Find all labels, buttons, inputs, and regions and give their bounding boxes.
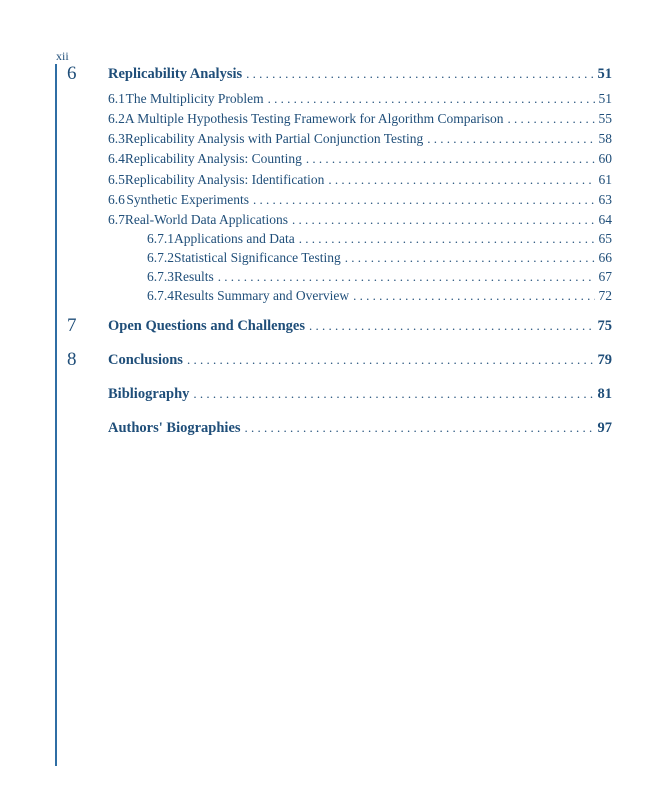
page-ref: 66	[598, 250, 612, 265]
page-ref: 51	[598, 91, 612, 106]
section-title: Replicability Analysis: Identification	[124, 172, 325, 187]
section-title: Replicability Analysis: Counting	[124, 151, 302, 166]
section-number: 6.1	[108, 91, 125, 106]
leader-dots	[193, 386, 593, 402]
chapter-title: Replicability Analysis	[108, 66, 243, 82]
toc-subsection-6-7-3[interactable]	[147, 269, 612, 285]
page-ref: 55	[598, 111, 612, 126]
toc-subsection-6-7-1[interactable]	[147, 231, 612, 247]
page-ref: 60	[598, 151, 612, 166]
page-ref: 64	[598, 212, 612, 227]
section-title: Replicability Analysis with Partial Conjunction Testing	[124, 131, 424, 146]
chapter-number: 8	[67, 349, 77, 370]
section-number: 6.5	[108, 172, 125, 187]
subsection-number: 6.7.3	[147, 269, 174, 284]
page-ref: 79	[597, 352, 612, 368]
toc-section-6-3[interactable]	[108, 131, 612, 147]
page-ref: 75	[597, 318, 612, 334]
toc-section-6-2[interactable]	[108, 111, 612, 127]
page-ref: 81	[597, 386, 612, 402]
toc-section-6-5[interactable]	[108, 172, 612, 188]
chapter-title: Bibliography	[108, 386, 190, 402]
leader-dots	[345, 250, 595, 266]
leader-dots	[246, 66, 593, 82]
toc-chapter-7[interactable]	[60, 315, 612, 336]
toc-bibliography[interactable]	[60, 386, 612, 403]
leader-dots	[218, 269, 595, 285]
section-title: A Multiple Hypothesis Testing Framework for Algorithm Comparison	[124, 111, 504, 126]
toc-subsection-6-7-2[interactable]	[147, 250, 612, 266]
chapter-title: Authors' Biographies	[108, 420, 241, 436]
margin-rule	[55, 64, 57, 766]
section-number: 6.4	[108, 151, 125, 166]
section-number: 6.2	[108, 111, 125, 126]
subsection-number: 6.7.2	[147, 250, 174, 265]
section-title: Real-World Data Applications	[124, 212, 288, 227]
page-ref: 65	[598, 231, 612, 246]
leader-dots	[253, 192, 595, 208]
section-number: 6.7	[108, 212, 125, 227]
leader-dots	[427, 131, 594, 147]
page-ref: 97	[597, 420, 612, 436]
section-number: 6.3	[108, 131, 125, 146]
subsection-title: Applications and Data	[174, 231, 295, 246]
page-ref: 61	[598, 172, 612, 187]
leader-dots	[328, 172, 594, 188]
leader-dots	[309, 318, 593, 334]
page-number: xii	[56, 49, 69, 63]
leader-dots	[187, 352, 594, 368]
toc-section-6-7[interactable]	[108, 212, 612, 228]
page-ref: 67	[598, 269, 612, 284]
section-title: Synthetic Experiments	[126, 192, 249, 207]
subsection-title: Results Summary and Overview	[174, 288, 350, 303]
page-ref: 58	[598, 131, 612, 146]
subsection-title: Results	[174, 269, 214, 284]
toc-subsection-6-7-4[interactable]	[147, 288, 612, 304]
toc-chapter-6[interactable]	[60, 63, 612, 84]
toc-section-6-4[interactable]	[108, 151, 612, 167]
leader-dots	[268, 91, 595, 107]
leader-dots	[245, 420, 594, 436]
toc-section-6-6[interactable]	[108, 192, 612, 208]
page-ref: 63	[598, 192, 612, 207]
leader-dots	[306, 151, 595, 167]
chapter-number: 7	[67, 315, 77, 336]
leader-dots	[353, 288, 594, 304]
chapter-number: 6	[67, 63, 77, 84]
page-ref: 51	[597, 66, 612, 82]
subsection-number: 6.7.1	[147, 231, 174, 246]
toc-authors-biographies[interactable]	[60, 420, 612, 437]
leader-dots	[299, 231, 595, 247]
leader-dots	[292, 212, 595, 228]
section-title: The Multiplicity Problem	[125, 91, 264, 106]
chapter-title: Open Questions and Challenges	[108, 318, 306, 334]
subsection-title: Statistical Significance Testing	[174, 250, 341, 265]
chapter-title: Conclusions	[108, 352, 183, 368]
leader-dots	[508, 111, 595, 127]
section-number: 6.6	[108, 192, 125, 207]
toc-chapter-8[interactable]	[60, 349, 612, 370]
page-ref: 72	[598, 288, 612, 303]
toc-section-6-1[interactable]	[108, 91, 612, 107]
subsection-number: 6.7.4	[147, 288, 174, 303]
